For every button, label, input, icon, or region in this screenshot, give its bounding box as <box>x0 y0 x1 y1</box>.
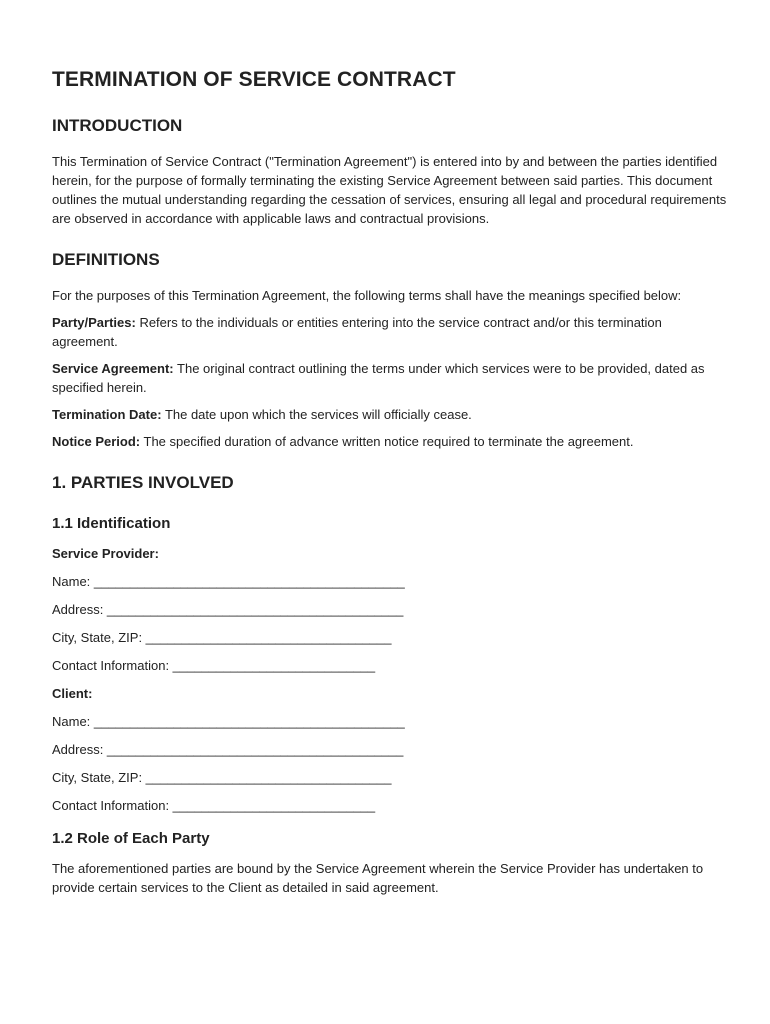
definition-term: Party/Parties: <box>52 315 136 330</box>
definition-text: The original contract outlining the terms under which services were to be provided, dated as specified herein. <box>52 361 705 395</box>
introduction-heading: INTRODUCTION <box>52 116 183 135</box>
client-contact-field[interactable]: Contact Information: ____________________________ <box>52 798 376 813</box>
provider-contact-field[interactable]: Contact Information: ____________________________ <box>52 658 376 673</box>
provider-address-field[interactable]: Address: _________________________________________ <box>52 602 404 617</box>
provider-name-field[interactable]: Name: ___________________________________________ <box>52 574 405 589</box>
definitions-heading: DEFINITIONS <box>52 250 160 269</box>
introduction-body: This Termination of Service Contract ("Termination Agreement") is entered into by and between the parties identified herein, for the purpose of formally terminating the existing Service Agreement between said parties. This document outlines the mutual understanding regarding the cessation of services, ensuring all legal and procedural requirements are observed in accordance with applicable laws and contractual provisions. <box>52 154 727 226</box>
client-city-field[interactable]: City, State, ZIP: __________________________________ <box>52 770 392 785</box>
identification-heading: 1.1 Identification <box>52 515 171 532</box>
definition-notice-period <box>52 432 730 451</box>
definition-term: Service Agreement: <box>52 361 174 376</box>
client-address-field[interactable]: Address: _________________________________________ <box>52 742 404 757</box>
definition-service-agreement <box>52 359 730 397</box>
definition-text: Refers to the individuals or entities entering into the service contract and/or this termination agreement. <box>52 315 662 349</box>
service-provider-label: Service Provider: <box>52 546 159 561</box>
client-label: Client: <box>52 686 93 701</box>
roles-body: The aforementioned parties are bound by the Service Agreement wherein the Service Provider has undertaken to provide certain services to the Client as detailed in said agreement. <box>52 861 704 895</box>
parties-heading: 1. PARTIES INVOLVED <box>52 473 234 492</box>
provider-city-field[interactable]: City, State, ZIP: __________________________________ <box>52 630 392 645</box>
definition-party <box>52 313 730 351</box>
definition-termination-date <box>52 405 730 424</box>
definition-term: Notice Period: <box>52 434 141 449</box>
definition-text: The specified duration of advance written notice required to terminate the agreement. <box>140 434 634 449</box>
roles-heading: 1.2 Role of Each Party <box>52 830 210 847</box>
document-title: TERMINATION OF SERVICE CONTRACT <box>52 68 456 91</box>
client-name-field[interactable]: Name: ___________________________________________ <box>52 714 405 729</box>
definition-text: The date upon which the services will officially cease. <box>161 407 472 422</box>
definitions-lead: For the purposes of this Termination Agreement, the following terms shall have the meanings specified below: <box>52 288 682 303</box>
definition-term: Termination Date: <box>52 407 162 422</box>
